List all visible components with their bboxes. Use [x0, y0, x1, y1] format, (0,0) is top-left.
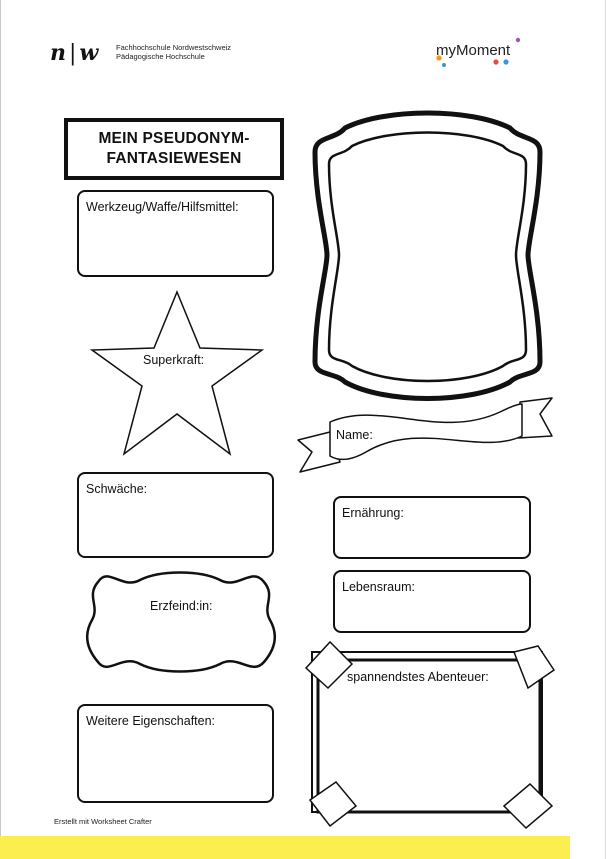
weakness-box[interactable]: [77, 472, 274, 558]
habitat-box[interactable]: [333, 570, 531, 633]
mymoment-logo: myMoment: [436, 42, 511, 59]
other-traits-box[interactable]: [77, 704, 274, 803]
worksheet-credit: Erstellt mit Worksheet Crafter: [54, 817, 152, 826]
tool-label: Werkzeug/Waffe/Hilfsmittel:: [86, 200, 239, 214]
portrait-frame: [315, 113, 540, 399]
habitat-label: Lebensraum:: [342, 580, 415, 594]
superpower-star: [92, 292, 262, 454]
superpower-label: Superkraft:: [143, 353, 205, 367]
name-label: Name:: [336, 428, 373, 442]
banner-right-tail: [518, 398, 552, 438]
other-traits-label: Weitere Eigenschaften:: [86, 714, 216, 728]
diet-label: Ernährung:: [342, 506, 404, 520]
institution-line-2: Pädagogische Hochschule: [116, 52, 205, 61]
tool-box[interactable]: [77, 190, 274, 277]
adventure-label: spannendstes Abenteuer:: [347, 670, 489, 684]
fhnw-logo: n|w: [50, 40, 100, 66]
institution-line-1: Fachhochschule Nordwestschweiz: [116, 43, 232, 52]
title-line-2: FANTASIEWESEN: [106, 150, 242, 167]
diet-box[interactable]: [333, 496, 531, 559]
nemesis-cloud-frame: [87, 573, 275, 672]
weakness-label: Schwäche:: [86, 482, 148, 496]
portrait-frame-outer: [315, 113, 540, 399]
footer-yellow-bar: [0, 836, 570, 859]
nemesis-label: Erzfeind:in:: [150, 599, 213, 613]
title-line-1: MEIN PSEUDONYM-: [98, 130, 250, 147]
portrait-frame-inner: [329, 133, 526, 382]
